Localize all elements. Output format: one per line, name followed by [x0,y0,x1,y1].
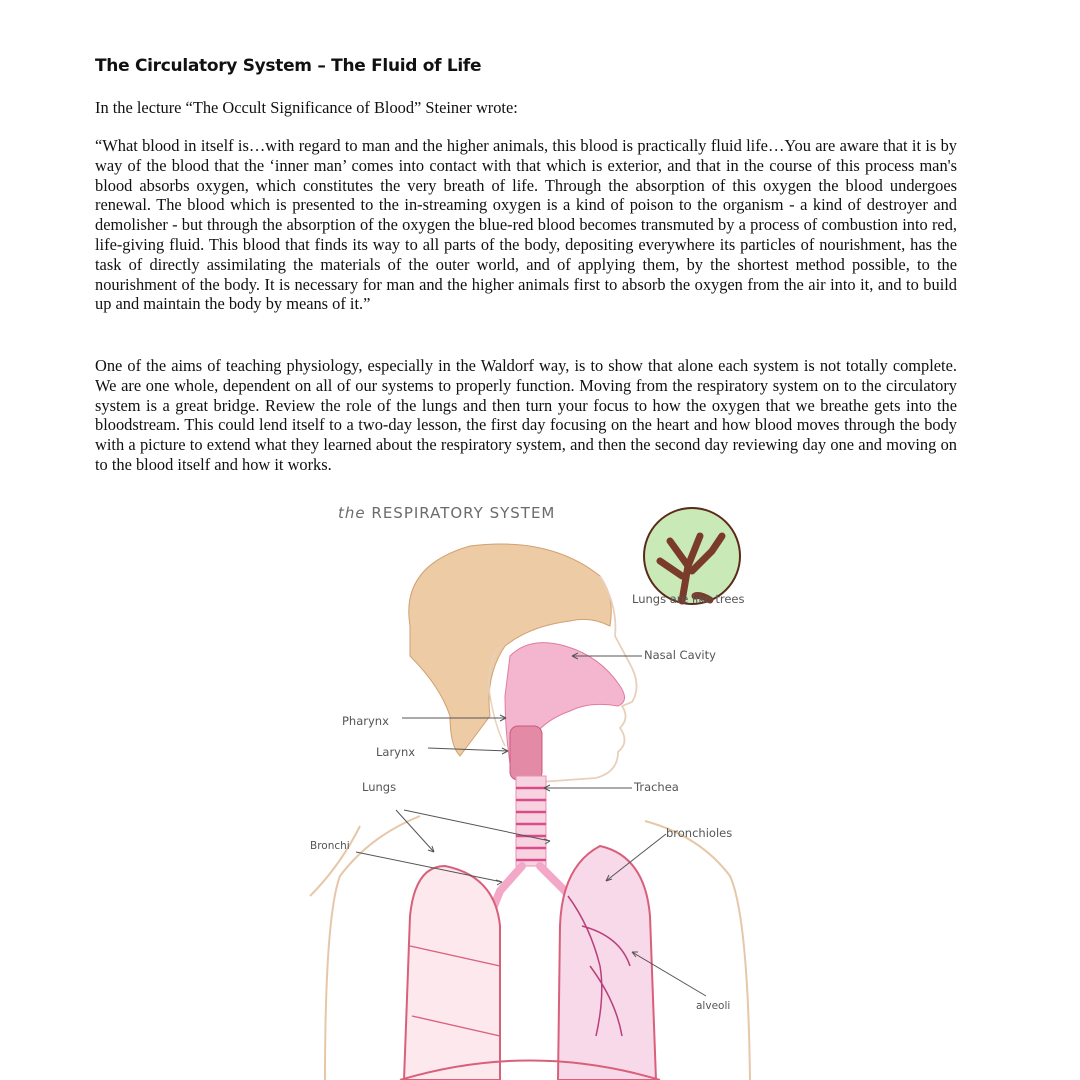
steiner-quote: “What blood in itself is…with regard to man and the higher animals, this blood is practically fluid life…You are aware that it is by way of the blood that the ‘inner man’ comes into contact with that which is exterior, and that in the course of this process man's blood absorbs oxygen, which constitutes the very breath of life. Through the absorption of this oxygen the blood undergoes renewal. The blood which is presented to the in-streaming oxygen is a kind of poison to the organism - a kind of destroyer and demolisher - but through the absorption of the oxygen the blue-red blood becomes transmuted by a process of combustion into red, life-giving fluid. This blood that finds its way to all parts of the body, depositing everywhere its particles of nourishment, has the task of directly assimilating the materials of the outer world, and of applying them, by the shortest method possible, to the nourishment of the body. It is necessary for man and the higher animals first to absorb the oxygen from the air into it, and to build up and maintain the body by means of it.” [95,136,957,314]
respiratory-system-drawing [300,496,780,1080]
label-alveoli: alveoli [696,1000,731,1012]
label-pharynx: Pharynx [342,714,389,728]
left-lung [404,866,500,1080]
intro-paragraph: In the lecture “The Occult Significance of Blood” Steiner wrote: [95,98,518,117]
page-heading: The Circulatory System – The Fluid of Life [95,56,482,76]
label-larynx: Larynx [376,745,416,759]
figure-title-prefix: the [338,504,366,522]
tree-caption: Lungs are like trees [632,592,745,606]
body-paragraph: One of the aims of teaching physiology, especially in the Waldorf way, is to show that alone each system is not totally complete. We are one whole, dependent on all of our systems to properly function. Moving from the respiratory system on to the circulatory system is a great bridge. Review the role of the lungs and then turn your focus to how the oxygen that we breathe gets into the bloodstream. This could lend itself to a two-day lesson, the first day focusing on the heart and how blood moves through the body with a picture to extend what they learned about the respiratory system, and then the second day reviewing day one and moving on to the blood itself and how it works. [95,356,957,474]
shoulder-right [645,821,750,1080]
trachea-rings [516,776,546,866]
figure-title [338,504,555,522]
label-lungs: Lungs [362,780,397,794]
label-nasal-cavity: Nasal Cavity [644,648,716,662]
larynx-shape [510,726,542,780]
shoulder-left [310,816,420,1080]
figure-title-main: RESPIRATORY SYSTEM [371,504,556,522]
label-trachea: Trachea [634,780,679,794]
label-bronchi: Bronchi [310,840,350,852]
lung-tree-icon [644,508,740,604]
label-bronchioles: bronchioles [666,826,733,840]
